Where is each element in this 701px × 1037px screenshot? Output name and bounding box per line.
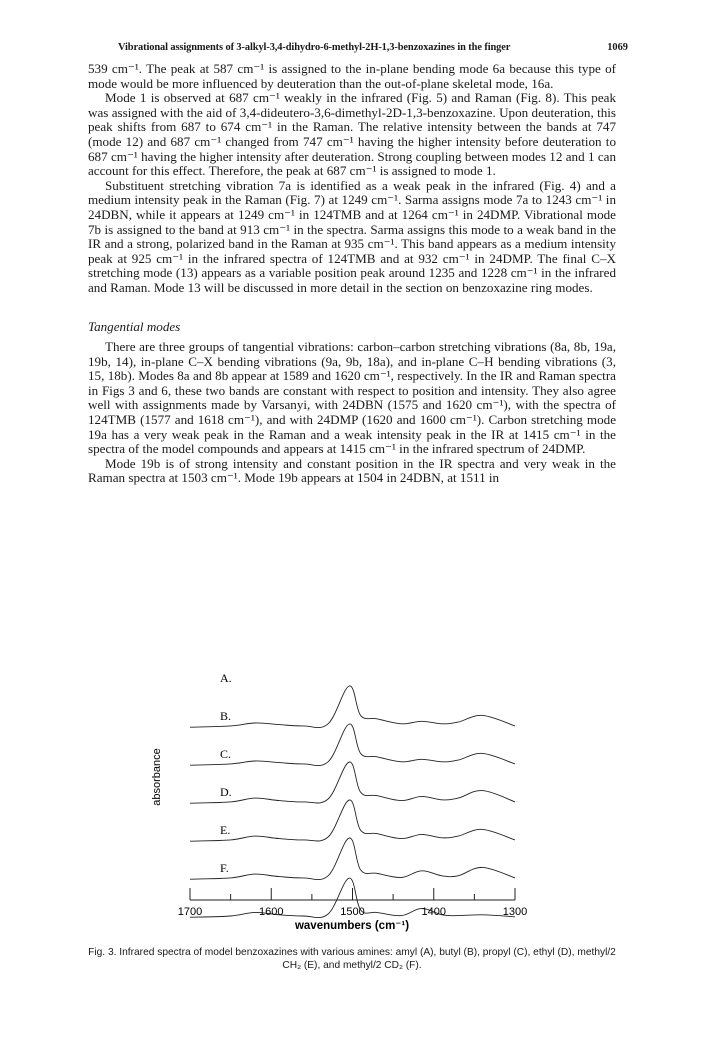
trace-label: D. [220, 785, 232, 799]
running-head [118, 42, 628, 53]
x-tick-label: 1300 [502, 906, 528, 918]
x-tick-label: 1500 [340, 906, 365, 918]
figure-caption: Fig. 3. Infrared spectra of model benzoxazines with various amines: amyl (A), butyl (B), propyl (C), ethyl (D), methyl/2 CH₂ (E), and methyl/2 CD₂ (F). [88, 947, 616, 971]
body-text [88, 62, 616, 486]
x-tick-label: 1700 [177, 906, 203, 918]
trace-label: E. [220, 823, 231, 837]
x-ticks-group [190, 888, 515, 900]
trace-labels-group [220, 671, 232, 875]
paragraph: There are three groups of tangential vibrations: carbon–carbon stretching vibrations (8a, 8b, 19a, 19b, 14), in-plane C–X bending vibrations (9a, 9b, 18a), and in-plane C–H bending vibrations (3, 15, 18b). Modes 8a and 8b appear at 1589 and 1620 cm⁻¹, respectively. In the IR and Raman spectra in Figs 3 and 6, these two bands are constant with respect to position and intensity. They also agree well with assignments made by Varsanyi, with 24DBN (1575 and 1620 cm⁻¹), with the spectra of 124TMB (1577 and 1618 cm⁻¹), and with 24DMP (1620 and 1600 cm⁻¹). Carbon stretching mode 19a has a very weak peak in the Raman and a weak intensity peak in the IR at 1415 cm⁻¹ in the spectra of the model compounds and appears at 1415 cm⁻¹ in the infrared spectrum of 24DMP. [88, 339, 616, 457]
y-axis-label: absorbance [151, 748, 163, 806]
section-heading: Tangential modes [88, 318, 181, 334]
trace-label: F. [220, 861, 229, 875]
paragraph: Mode 19b is of strong intensity and constant position in the IR spectra and very weak in the Raman spectra at 1503 cm⁻¹. Mode 19b appears at 1504 in 24DBN, at 1511 in [88, 455, 616, 486]
running-head-title: Vibrational assignments of 3-alkyl-3,4-dihydro-6-methyl-2H-1,3-benzoxazines in the finger [118, 42, 511, 53]
paragraph: 539 cm⁻¹. The peak at 587 cm⁻¹ is assigned to the in-plane bending mode 6a because this type of mode would be more influenced by deuteration than the out-of-plane skeletal mode, 16a. [88, 61, 616, 91]
page-number: 1069 [607, 42, 628, 53]
paragraph: Mode 1 is observed at 687 cm⁻¹ weakly in the infrared (Fig. 5) and Raman (Fig. 8). This peak was assigned with the aid of 3,4-dideutero-3,6-dimethyl-2D-1,3-benzoxazine. Upon deuteration, this peak shifts from 687 to 674 cm⁻¹ in the Raman. The relative intensity between the bands at 747 (mode 12) and 687 cm⁻¹ changed from 747 cm⁻¹ having the higher intensity before deuteration to 687 cm⁻¹ having the higher intensity after deuteration. Strong coupling between modes 12 and 1 can account for this effect. Therefore, the peak at 687 cm⁻¹ is assigned to mode 1. [88, 90, 616, 179]
spectrum-trace-a [190, 686, 515, 728]
x-tick-label: 1400 [421, 906, 446, 918]
spectra-chart [140, 652, 560, 952]
x-axis-label: wavenumbers (cm⁻¹) [294, 920, 410, 932]
spectrum-trace-e [190, 838, 515, 880]
paragraph: Substituent stretching vibration 7a is identified as a weak peak in the infrared (Fig. 4) and a medium intensity peak in the Raman (Fig. 7) at 1249 cm⁻¹. Sarma assigns mode 7a to 1243 cm⁻¹ in 24DBN, while it appears at 1249 cm⁻¹ in 124TMB and at 1264 cm⁻¹ in 24DMP. Vibrational mode 7b is assigned to the band at 913 cm⁻¹ in the spectra. Sarma assigns this mode to a weak band in the IR and a strong, polarized band in the Raman at 935 cm⁻¹. This band appears as a medium intensity peak at 925 cm⁻¹ in the infrared spectra of 124TMB and at 932 cm⁻¹ in 24DMP. The final C–X stretching mode (13) appears as a variable position peak around 1235 and 1228 cm⁻¹ in the infrared and Raman. Mode 13 will be discussed in more detail in the section on benzoxazine ring modes. [88, 177, 616, 295]
traces-group [190, 686, 515, 918]
x-tick-label: 1600 [259, 906, 284, 918]
trace-label: A. [220, 671, 232, 685]
figure-3 [140, 652, 560, 952]
spectrum-trace-c [190, 762, 515, 803]
trace-label: B. [220, 709, 232, 723]
spectrum-trace-d [190, 800, 515, 841]
trace-label: C. [220, 747, 232, 761]
spectrum-trace-b [190, 724, 515, 766]
